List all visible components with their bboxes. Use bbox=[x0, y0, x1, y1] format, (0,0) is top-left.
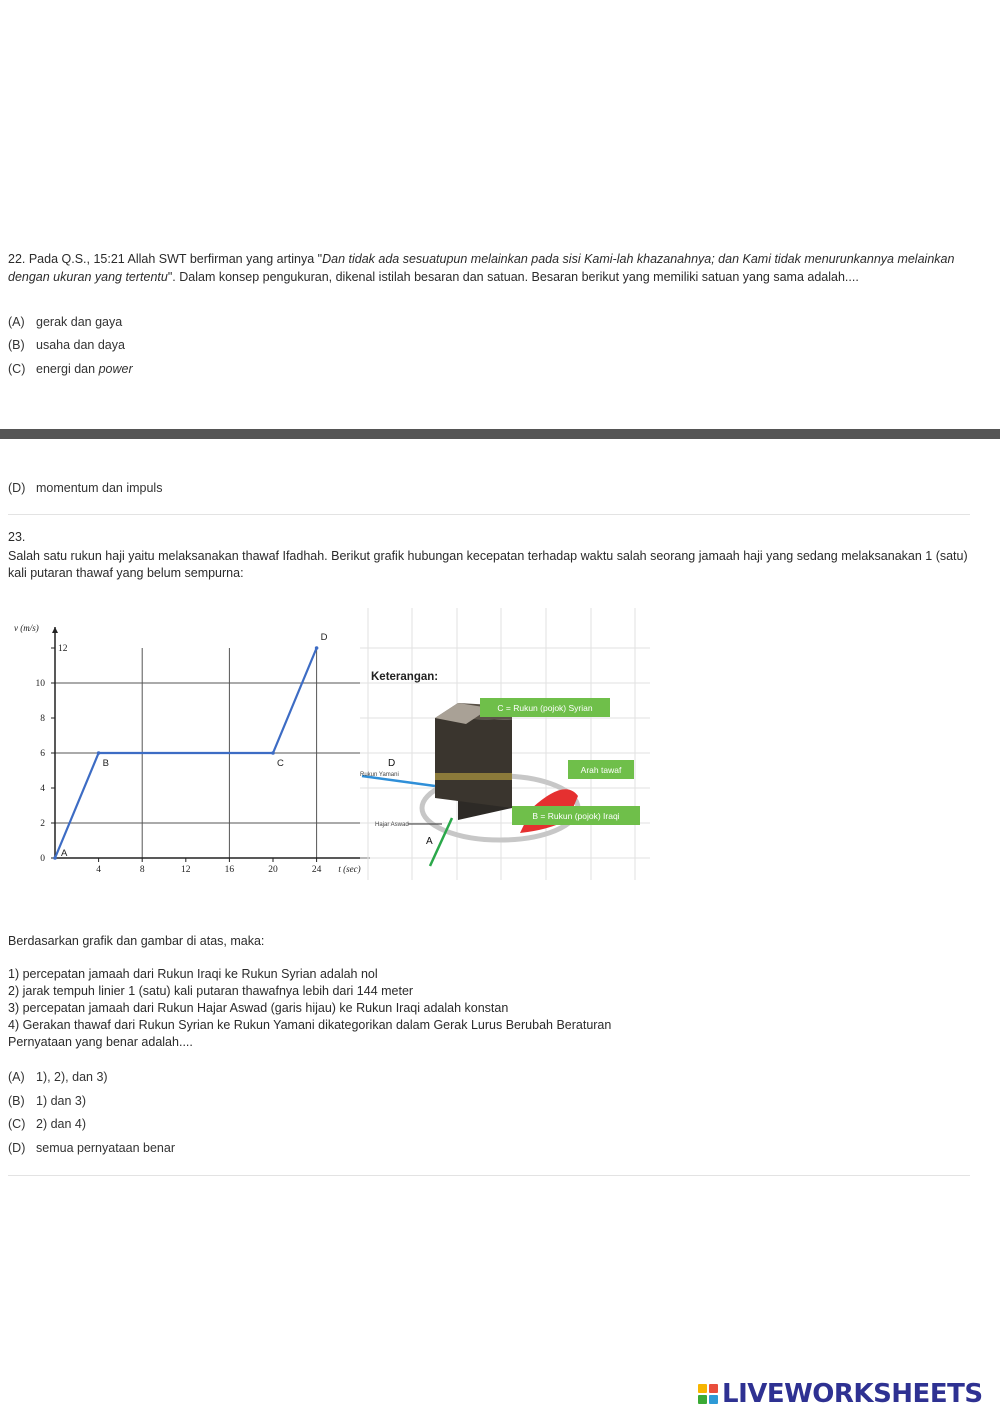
x-tick-label: 8 bbox=[139, 865, 145, 875]
x-tick-label: 24 bbox=[311, 865, 322, 875]
q23-closing: Pernyataan yang benar adalah.... bbox=[8, 1035, 193, 1049]
option-text: usaha dan daya bbox=[36, 338, 125, 352]
x-axis-label: t (sec) bbox=[338, 864, 361, 874]
y-tick-label: 12 bbox=[58, 644, 68, 654]
option-text: 2) dan 4) bbox=[36, 1117, 87, 1131]
statement-1: 1) percepatan jamaah dari Rukun Iraqi ke Rukun Syrian adalah nol bbox=[8, 967, 378, 981]
q22-option-d[interactable] bbox=[8, 481, 162, 495]
data-point bbox=[315, 646, 319, 650]
option-text: energi dan bbox=[36, 362, 96, 376]
keterangan-title: Keterangan: bbox=[371, 671, 439, 683]
point-label: A bbox=[61, 848, 68, 859]
option-text: semua pernyataan benar bbox=[36, 1141, 175, 1155]
y-tick-label: 6 bbox=[40, 749, 45, 759]
option-key: (B) bbox=[8, 1094, 25, 1108]
statement-3: 3) percepatan jamaah dari Rukun Hajar Aswad (garis hijau) ke Rukun Iraqi adalah konstan bbox=[8, 1001, 509, 1015]
x-tick-label: 20 bbox=[268, 865, 278, 875]
q23-option-d[interactable] bbox=[8, 1141, 175, 1155]
q23-option-a[interactable] bbox=[8, 1070, 108, 1084]
tag-b-text: B = Rukun (pojok) Iraqi bbox=[532, 811, 620, 821]
y-tick-label: 8 bbox=[40, 714, 45, 724]
q23-option-b[interactable] bbox=[8, 1094, 86, 1108]
option-key: (D) bbox=[8, 481, 26, 495]
logo-text: LIVEWORKSHEETS bbox=[722, 1379, 983, 1409]
yamani-label: Rukun Yamani bbox=[360, 772, 399, 778]
q22-option-b[interactable] bbox=[8, 338, 125, 352]
option-text: gerak dan gaya bbox=[36, 315, 123, 329]
option-text: 1), 2), dan 3) bbox=[36, 1070, 108, 1084]
tag-arah-text: Arah tawaf bbox=[580, 765, 622, 775]
x-tick-label: 4 bbox=[96, 865, 101, 875]
q23-intro: Berdasarkan grafik dan gambar di atas, maka: bbox=[8, 934, 265, 948]
data-point bbox=[53, 856, 57, 860]
kaaba-side bbox=[435, 718, 512, 808]
y-axis-arrow-icon bbox=[52, 627, 58, 633]
y-tick-label: 10 bbox=[35, 679, 45, 689]
option-key: (B) bbox=[8, 338, 25, 352]
y-tick-label: 4 bbox=[40, 784, 45, 794]
kaaba-illustration bbox=[360, 608, 650, 880]
question-22 bbox=[8, 250, 973, 286]
data-point bbox=[97, 751, 101, 755]
q23-question: Salah satu rukun haji yaitu melaksanakan thawaf Ifadhah. Berikut grafik hubungan kecepatan terhadap waktu salah seorang jamaah haji yang sedang melaksanakan 1 (satu) kali putaran thawaf yang belum sempurna: bbox=[8, 549, 968, 580]
velocity-time-chart bbox=[8, 608, 370, 880]
option-key: (C) bbox=[8, 1117, 26, 1131]
tag-c-text: C = Rukun (pojok) Syrian bbox=[497, 703, 593, 713]
q22-lead: 22. Pada Q.S., 15:21 Allah SWT berfirman yang artinya " bbox=[8, 252, 323, 266]
statement-4: 4) Gerakan thawaf dari Rukun Syrian ke Rukun Yamani dikategorikan dalam Gerak Lurus Berubah Beraturan bbox=[8, 1018, 612, 1032]
data-point bbox=[271, 751, 275, 755]
aswad-label: Hajar Aswad bbox=[375, 822, 409, 828]
q23-number: 23. bbox=[8, 530, 26, 544]
kaaba-band bbox=[435, 773, 512, 780]
statement-2: 2) jarak tempuh linier 1 (satu) kali putaran thawafnya lebih dari 144 meter bbox=[8, 984, 414, 998]
page-divider bbox=[0, 429, 1000, 439]
point-label: C bbox=[277, 758, 284, 769]
q22-option-c[interactable] bbox=[8, 362, 133, 376]
option-text: momentum dan impuls bbox=[36, 481, 163, 495]
q22-quote: Dan tidak ada sesuatupun melainkan pada sisi Kami-lah khazanahnya; dan Kami tidak menurunkannya melainkan dengan ukuran yang tertentu bbox=[8, 252, 955, 284]
option-italic: power bbox=[98, 362, 133, 376]
point-label: B bbox=[102, 758, 109, 769]
point-a-label: A bbox=[426, 836, 433, 847]
option-key: (D) bbox=[8, 1141, 26, 1155]
liveworksheets-logo bbox=[698, 1379, 983, 1409]
point-label: D bbox=[320, 632, 328, 643]
q23-option-c[interactable] bbox=[8, 1117, 86, 1131]
y-tick-label: 2 bbox=[40, 819, 45, 829]
y-axis-label: v (m/s) bbox=[14, 623, 39, 633]
option-key: (C) bbox=[8, 362, 26, 376]
q22-rest: ". Dalam konsep pengukuran, dikenal istilah besaran dan satuan. Besaran berikut yang memiliki satuan yang sama adalah.... bbox=[167, 270, 859, 284]
x-tick-label: 16 bbox=[224, 865, 235, 875]
point-d-label: D bbox=[388, 758, 396, 769]
q22-option-a[interactable] bbox=[8, 315, 122, 329]
option-key: (A) bbox=[8, 315, 25, 329]
option-text: 1) dan 3) bbox=[36, 1094, 87, 1108]
y-tick-label: 0 bbox=[40, 854, 45, 864]
option-key: (A) bbox=[8, 1070, 25, 1084]
x-tick-label: 12 bbox=[181, 865, 191, 875]
logo-mark-icon bbox=[698, 1384, 718, 1404]
separator-line bbox=[8, 514, 970, 515]
separator-line bbox=[8, 1175, 970, 1176]
